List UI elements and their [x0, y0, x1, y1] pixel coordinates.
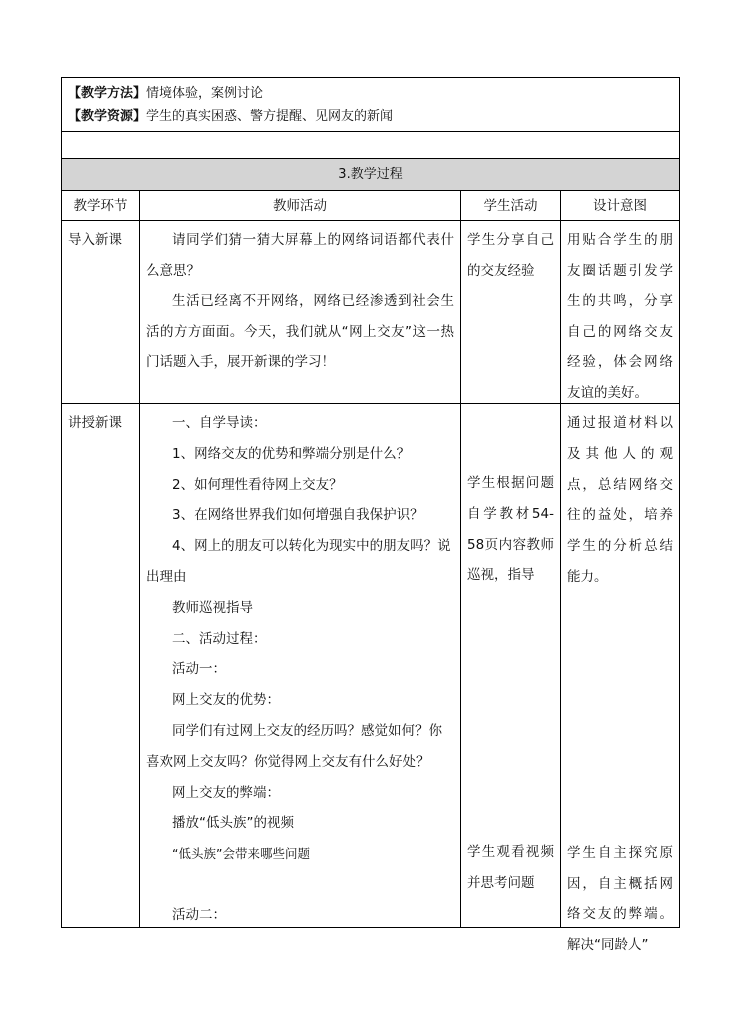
teach-line: 播放“低头族”的视频: [172, 815, 294, 832]
teach-line: 活动一：: [172, 661, 226, 678]
intro-student: 学生分享自己的交友经验: [461, 221, 561, 403]
teach-line: 一、自学导读：: [172, 415, 267, 431]
header-row: [62, 191, 679, 221]
teach-line: 同学们有过网上交友的经历吗？感觉如何？你喜欢网上交友吗？你觉得网上交友有什么好处？: [146, 722, 442, 770]
teach-line: 2、如何理性看待网上交友？: [172, 476, 343, 493]
intro-teacher-p2: 生活已经离不开网络，网络已经渗透到社会生活的方方面面。今天，我们就从“网上交友”这一热门话题入手，展开新课的学习！: [146, 293, 454, 370]
intro-intent: 用贴合学生的朋友圈话题引发学生的共鸣，分享自己的网络交友经验，体会网络友谊的美好。: [567, 232, 673, 401]
header-intent: 设计意图: [593, 198, 647, 214]
teach-line: 网上交友的优势：: [172, 692, 280, 709]
intro-row: [62, 221, 679, 404]
teach-line: 3、在网络世界我们如何增强自我保护识？: [172, 507, 424, 524]
resource-line: [68, 105, 673, 128]
teach-teacher: [140, 404, 461, 927]
section-title: 3.教学过程: [62, 159, 679, 191]
teach-line: 二、活动过程：: [172, 630, 267, 647]
teach-line: “低头族”会带来哪些问题: [172, 846, 310, 862]
teach-student-2: 学生观看视频并思考问题: [467, 844, 554, 891]
teach-line: 1、网络交友的优势和弊端分别是什么？: [172, 445, 411, 462]
teach-line: 网上交友的弊端：: [172, 784, 280, 801]
teach-student: [461, 404, 561, 927]
teach-intent: [561, 404, 679, 954]
teach-line: 教师巡视指导: [172, 599, 253, 616]
meta-block: [62, 78, 679, 132]
intro-teacher: [140, 221, 461, 403]
teach-intent-1: 通过报道材料以及其他人的观点，总结网络交往的益处，培养学生的分析总结能力。: [567, 415, 673, 585]
resource-label: 【教学资源】: [68, 109, 147, 124]
method-line: [68, 82, 673, 105]
method-label: 【教学方法】: [68, 86, 147, 101]
teach-line: 活动二：: [172, 906, 226, 923]
blank-row: [62, 132, 679, 159]
teach-student-spacer: [467, 408, 554, 438]
method-value: 情境体验，案例讨论: [146, 86, 264, 101]
lesson-plan-table: [61, 77, 680, 954]
header-stage: 教学环节: [62, 191, 140, 220]
teach-student-1: 学生根据问题自学教材54-58页内容教师巡视，指导: [467, 475, 554, 584]
intro-stage: 导入新课: [62, 221, 140, 403]
teach-student-spacer: [467, 438, 554, 468]
teach-row: [62, 404, 679, 954]
teach-stage: 讲授新课: [62, 404, 140, 927]
header-teacher: 教师活动: [140, 191, 461, 220]
teach-line: 4、网上的朋友可以转化为现实中的朋友吗？说出理由: [146, 538, 451, 585]
teach-intent-2: 学生自主探究原因，自主概括网络交友的弊端。解决“同龄人”: [567, 844, 673, 954]
header-student: 学生活动: [461, 191, 561, 220]
resource-value: 学生的真实困惑、警方提醒、见网友的新闻: [146, 109, 394, 124]
intro-teacher-p1: 请同学们猜一猜大屏幕上的网络词语都代表什么意思？: [146, 232, 454, 279]
